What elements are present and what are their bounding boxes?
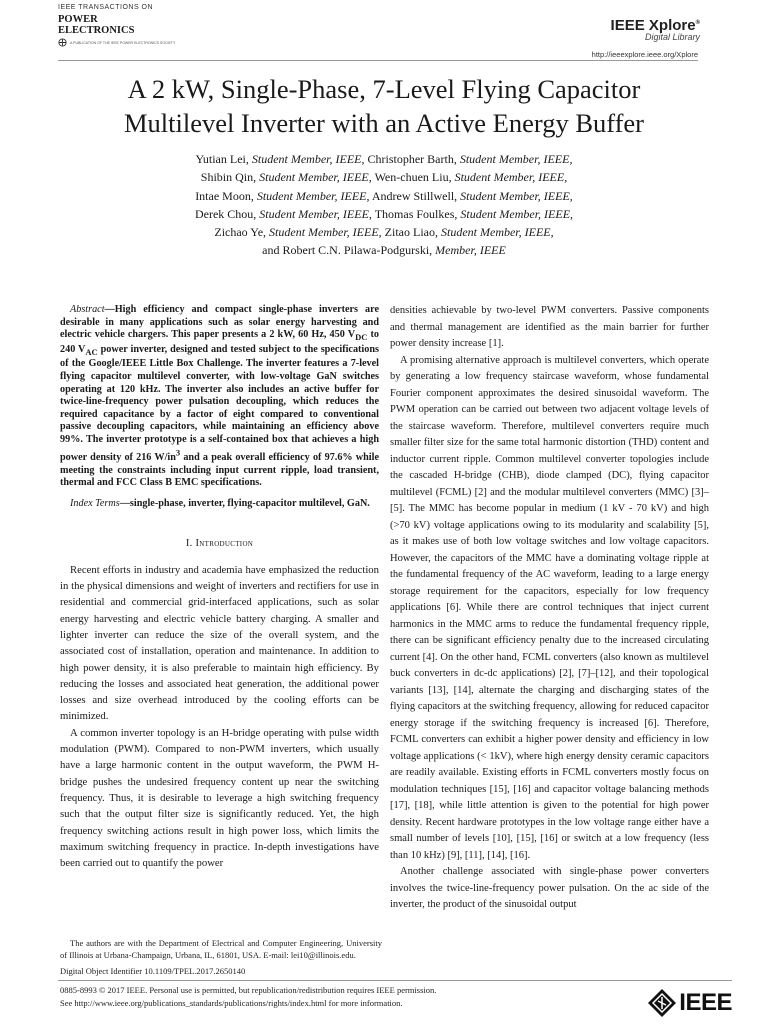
left-column	[60, 304, 379, 871]
journal-header	[58, 4, 175, 47]
paragraph: A common inverter topology is an H-bridge operating with pulse width modulation (PWM). Compared to non-PWM inverters, which usually have a large harmonic content in the output waveform, the PWM H-bridge pushes the undesired frequency content up near the switching frequency. Thus, it is desirable to leverage a high switching frequency such that the output filter size is significantly reduced. Yet, the high frequency switching actions result in high power loss, which limits the maximum switching frequency in practice. In-depth investigations have been carried out to quantify the power	[60, 726, 379, 870]
journal-name	[58, 14, 175, 36]
header-divider	[58, 60, 698, 61]
author-line: Zichao Ye, Student Member, IEEE, Zitao Liao, Student Member, IEEE,	[214, 225, 554, 240]
xplore-subtitle: Digital Library	[644, 32, 700, 42]
ieee-logo-text: IEEE	[679, 989, 732, 1016]
paper-title	[40, 72, 728, 140]
author-line: Shibin Qin, Student Member, IEEE, Wen-chuen Liu, Student Member, IEEE,	[200, 170, 568, 185]
paragraph: densities achievable by two-level PWM converters. Passive components and thermal management are identified as the main barrier for further power density increase [1].	[390, 305, 709, 349]
paragraph: A promising alternative approach is multilevel converters, which operate by generating a low frequency staircase waveform, whose fundamental Fourier component approximates the desired sinusoidal waveform. The PWM operation can be carried out between two adjacent voltage levels of the staircase waveform. Therefore, multilevel converters require much smaller filter size for the same total harmonic distortion (THD) content and inductor current ripple. Common multilevel converter topologies include the cascaded H-bridge (CHB), diode clamped (DC), flying capacitor multilevel (FCML) [2] and the modular multilevel converters (MMC) [3]–[5]. The MMC has become popular in medium (1 kV - 70 kV) and high (>70 kV) voltage applications owing to its modularity and scalability [5], as it makes use of both low voltage switches and low voltage capacitors. However, the capacitors of the MMC have a dominating voltage ripple at the fundamental frequency of the AC waveform, leading to a large energy storage requirement for the capacitors, especially for low frequency applications [6]. While there are control techniques that inject current harmonics in the MMC arms to reduce the fundamental frequency ripple, there can be significant efficiency penalty due to the increased circulating current [4]. On the other hand, FCML converters (also known as multilevel buck converters in dc-dc applications) [2], [7]–[12], and their topological variants [13], [14], alternate the charging and discharging states of the flying capacitors at the switching frequency, allowing for reduced capacitor energy storage if the switching frequency is increased [6]. Therefore, FCML converters can exhibit a higher power density and efficiency in low voltage applications (< 1kV), where high energy density ceramic capacitors are readily available. Existing efforts in FCML converters mostly focus on modulation techniques [15], [16] and capacitor voltage balancing methods [17], [18], while little attention is given to the potential for high power density. Recent hardware prototypes in the low voltage range either have a small number of levels [10], [15], [16] or switch at a low frequency (less than 10 kHz) [9], [11], [14], [16].	[390, 354, 709, 861]
paragraph: Another challenge associated with single-phase power converters involves the twice-line-frequency power pulsation. On the ac side of the inverter, the product of the sinusoidal output	[390, 866, 709, 910]
author-line: Yutian Lei, Student Member, IEEE, Christopher Barth, Student Member, IEEE,	[195, 152, 573, 166]
paper-title-line1: A 2 kW, Single-Phase, 7-Level Flying Capacitor	[127, 74, 641, 104]
abstract	[60, 304, 379, 490]
affiliation-footnote: The authors are with the Department of Electrical and Computer Engineering, University of Illinois at Urbana-Champaign, Urbana, IL, 61801, USA. E-mail: lei10@illinois.edu.	[60, 938, 382, 960]
journal-name-line1: POWER	[58, 14, 98, 25]
paper-title-line2: Multilevel Inverter with an Active Energy Buffer	[123, 108, 645, 138]
section-name: Introduction	[195, 538, 254, 550]
journal-tagline-row	[58, 38, 175, 47]
abstract-label: Abstract	[70, 304, 105, 315]
author-line: Derek Chou, Student Member, IEEE, Thomas Foulkes, Student Member, IEEE,	[194, 206, 574, 221]
right-column	[390, 303, 709, 914]
author-line: and Robert C.N. Pilawa-Podgurski, Member, IEEE	[262, 243, 506, 258]
doi-line: Digital Object Identifier 10.1109/TPEL.2017.2650140	[60, 966, 246, 976]
ieee-xplore-logo[interactable]	[611, 16, 700, 42]
pels-logo-icon	[58, 38, 67, 47]
index-terms-label: Index Terms	[70, 497, 120, 509]
xplore-url-link[interactable]: http://ieeexplore.ieee.org/Xplore	[591, 50, 698, 59]
rights-link-line[interactable]: See http://www.ieee.org/publications_standards/publications/rights/index.html for more information.	[60, 997, 403, 1008]
section-heading: I. Introduction	[185, 538, 254, 550]
footer-divider	[58, 980, 732, 981]
xplore-name: IEEE Xplore	[610, 17, 696, 34]
copyright-line: 0885-8993 © 2017 IEEE. Personal use is permitted, but republication/redistribution requires IEEE permission.	[60, 985, 437, 995]
ieee-logo	[647, 988, 732, 1018]
xplore-reg: ®	[695, 20, 700, 26]
journal-tagline: A PUBLICATION OF THE IEEE POWER ELECTRONICS SOCIETY	[70, 40, 176, 45]
author-line: Intae Moon, Student Member, IEEE, Andrew Stillwell, Student Member, IEEE,	[195, 188, 573, 203]
index-terms	[60, 498, 379, 511]
journal-name-line2: ELECTRONICS	[58, 25, 135, 36]
journal-small-label: IEEE TRANSACTIONS ON	[58, 4, 154, 11]
abstract-text: —High efficiency and compact single-phase inverters are desirable in many applications such as solar energy harvesting and electric vehicle chargers. This paper presents a 2 kW, 60 Hz, 450 $V_{DC}$ to 240 $V_{AC}$ power inverter, designed and tested subject to the specifications of the Google/IEEE Little Box Challenge. The inverter features a 7-level flying capacitor multilevel converter, with low-voltage GaN switches operating at 120 kHz. The inverter also includes an active buffer for twice-line-frequency power pulsation decoupling, which reduces the required capacitance by a factor of eight compared to conventional passive decoupling capacitors, while maintaining an efficiency above 99%. The inverter prototype is a self-contained box that achieves a high power density of 216 $W/in^3$ and a peak overall efficiency of 97.6% while meeting the constraints including input current ripple, load transient, thermal and FCC Class B EMC specifications.	[60, 304, 379, 489]
paragraph: Recent efforts in industry and academia have emphasized the reduction in the physical dimensions and weight of inverters and rectifiers for use in residential and commercial grid-interfaced applications, such as solar energy harvesting and electric vehicle battery charging. A smaller and lighter inverter can reduce the size of the overall system, and the associated cost of installation, operation and maintenance. In addition to high power density, it is also preferable to maintain high efficiency. By reducing the losses and associated heat generation, the additional power losses and size overhead introduced by the cooling efforts can be minimized.	[60, 563, 379, 723]
author-list	[80, 150, 688, 260]
ieee-diamond-icon	[647, 988, 677, 1018]
index-terms-text: —single-phase, inverter, flying-capacitor multilevel, GaN.	[119, 497, 370, 509]
copyright-footer	[60, 984, 436, 1009]
